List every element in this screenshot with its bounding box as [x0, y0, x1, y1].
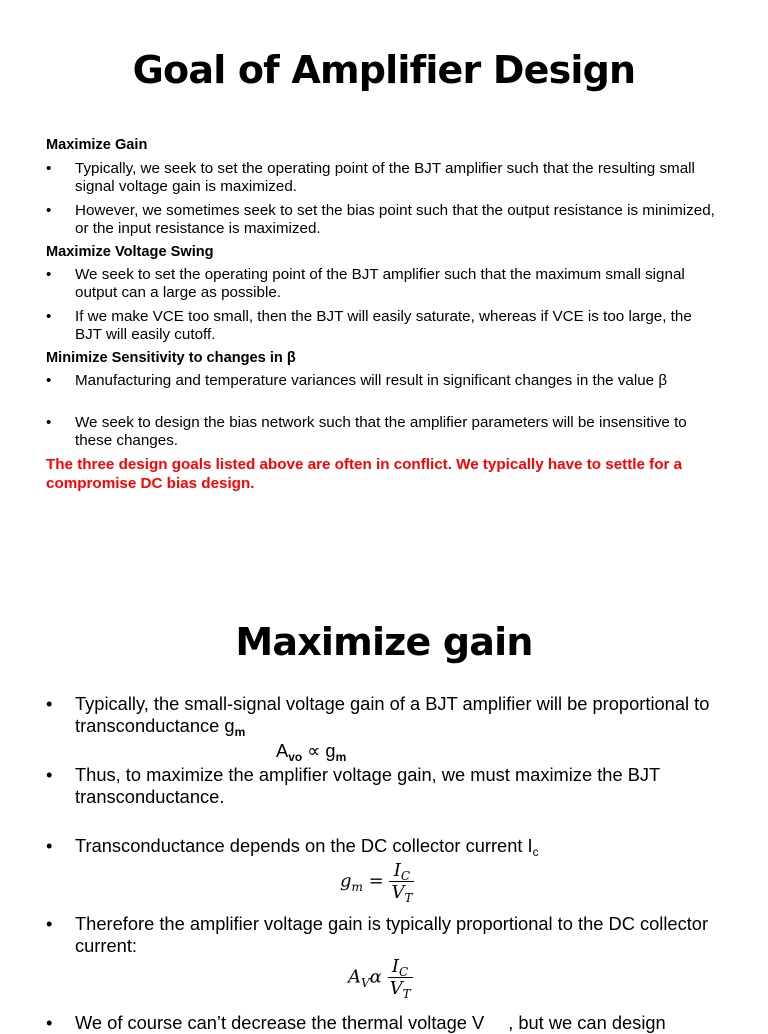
- section-heading-maximize-voltage-swing: Maximize Voltage Swing: [46, 244, 214, 260]
- formula-symbol: V: [391, 882, 405, 903]
- fraction-numerator: [388, 956, 413, 978]
- bullet-item: [46, 160, 722, 196]
- fraction: [388, 956, 413, 999]
- formula-av-alpha: [348, 956, 413, 999]
- bullet-text: [75, 1012, 726, 1034]
- formula-operator: =: [362, 870, 390, 892]
- slide-1-title: Goal of Amplifier Design: [132, 48, 636, 92]
- bullet-item: [46, 202, 722, 238]
- bullet-text: [75, 835, 726, 859]
- bullet-icon: •: [46, 835, 53, 856]
- subscript: c: [532, 845, 539, 859]
- bullet-item: [46, 764, 726, 808]
- subscript: C: [400, 869, 411, 883]
- bullet-icon: •: [46, 266, 52, 283]
- fraction-denominator: [389, 882, 414, 903]
- bullet-item-partial: [46, 1012, 726, 1034]
- formula-symbol: I: [393, 860, 401, 881]
- formula-symbol: I: [391, 956, 400, 977]
- fraction-numerator: [389, 860, 414, 882]
- bullet-item: [46, 266, 722, 302]
- bullet-text-tail: , but we can design: [508, 1012, 666, 1033]
- bullet-icon: •: [46, 913, 53, 934]
- slide-2-title: Maximize gain: [235, 620, 533, 664]
- bullet-icon: •: [46, 764, 53, 785]
- subscript: T: [404, 891, 413, 905]
- conflict-note: The three design goals listed above are often in conflict. We typically have to settle for a compromise DC bias design.: [46, 456, 683, 492]
- subscript: T: [402, 987, 411, 1001]
- bullet-item: [46, 913, 726, 957]
- bullet-text: Therefore the amplifier voltage gain is typically proportional to the DC collector current:: [75, 913, 709, 956]
- bullet-text: Thus, to maximize the amplifier voltage gain, we must maximize the BJT transconductance.: [75, 764, 660, 807]
- bullet-item: [46, 693, 726, 739]
- bullet-text-main: We of course can’t decrease the thermal voltage V: [75, 1012, 485, 1033]
- formula-symbol: g: [340, 870, 352, 892]
- bullet-item: [46, 308, 722, 344]
- subscript: m: [234, 725, 246, 739]
- bullet-icon: •: [46, 160, 52, 177]
- bullet-icon: •: [46, 414, 52, 431]
- subscript: m: [351, 879, 363, 894]
- bullet-item: [46, 414, 722, 450]
- formula-symbol: V: [389, 978, 403, 999]
- bullet-text: If we make VCE too small, then the BJT will easily saturate, whereas if VCE is too large, the BJT will easily cutoff.: [75, 308, 692, 343]
- subscript: vo: [288, 750, 303, 764]
- formula-gm: [340, 860, 414, 903]
- bullet-text: Typically, we seek to set the operating point of the BJT amplifier such that the resulting small signal voltage gain is maximized.: [75, 160, 695, 195]
- bullet-icon: •: [46, 202, 52, 219]
- bullet-text: However, we sometimes seek to set the bias point such that the output resistance is minimized, or the input resistance is maximized.: [75, 202, 715, 237]
- subscript: m: [335, 750, 347, 764]
- bullet-text-main: Typically, the small-signal voltage gain of a BJT amplifier will be proportional to transconductance g: [75, 693, 710, 736]
- bullet-text: We seek to set the operating point of the BJT amplifier such that the maximum small signal output can a large as possible.: [75, 266, 685, 301]
- bullet-icon: •: [46, 308, 52, 325]
- formula-symbol: A: [348, 966, 361, 988]
- formula-symbol: A: [276, 740, 289, 761]
- bullet-icon: •: [46, 1012, 53, 1033]
- bullet-item: [46, 372, 722, 390]
- bullet-text-main: Transconductance depends on the DC collector current I: [75, 835, 533, 856]
- formula-operator: α: [369, 966, 382, 988]
- bullet-text: [75, 693, 726, 739]
- subscript: V: [361, 975, 370, 990]
- bullet-icon: •: [46, 372, 52, 389]
- formula-avo-proportional-gm: [276, 740, 346, 762]
- subscript: C: [399, 965, 409, 979]
- fraction-denominator: [388, 978, 413, 999]
- section-heading-minimize-sensitivity: Minimize Sensitivity to changes in β: [46, 350, 296, 366]
- bullet-text: We seek to design the bias network such that the amplifier parameters will be insensitive to these changes.: [75, 414, 687, 449]
- section-heading-maximize-gain: Maximize Gain: [46, 137, 148, 153]
- formula-operator: ∝ g: [302, 740, 336, 761]
- fraction: [389, 860, 414, 903]
- bullet-item: [46, 835, 726, 859]
- bullet-text: Manufacturing and temperature variances will result in significant changes in the value β: [75, 372, 668, 389]
- bullet-icon: •: [46, 693, 53, 714]
